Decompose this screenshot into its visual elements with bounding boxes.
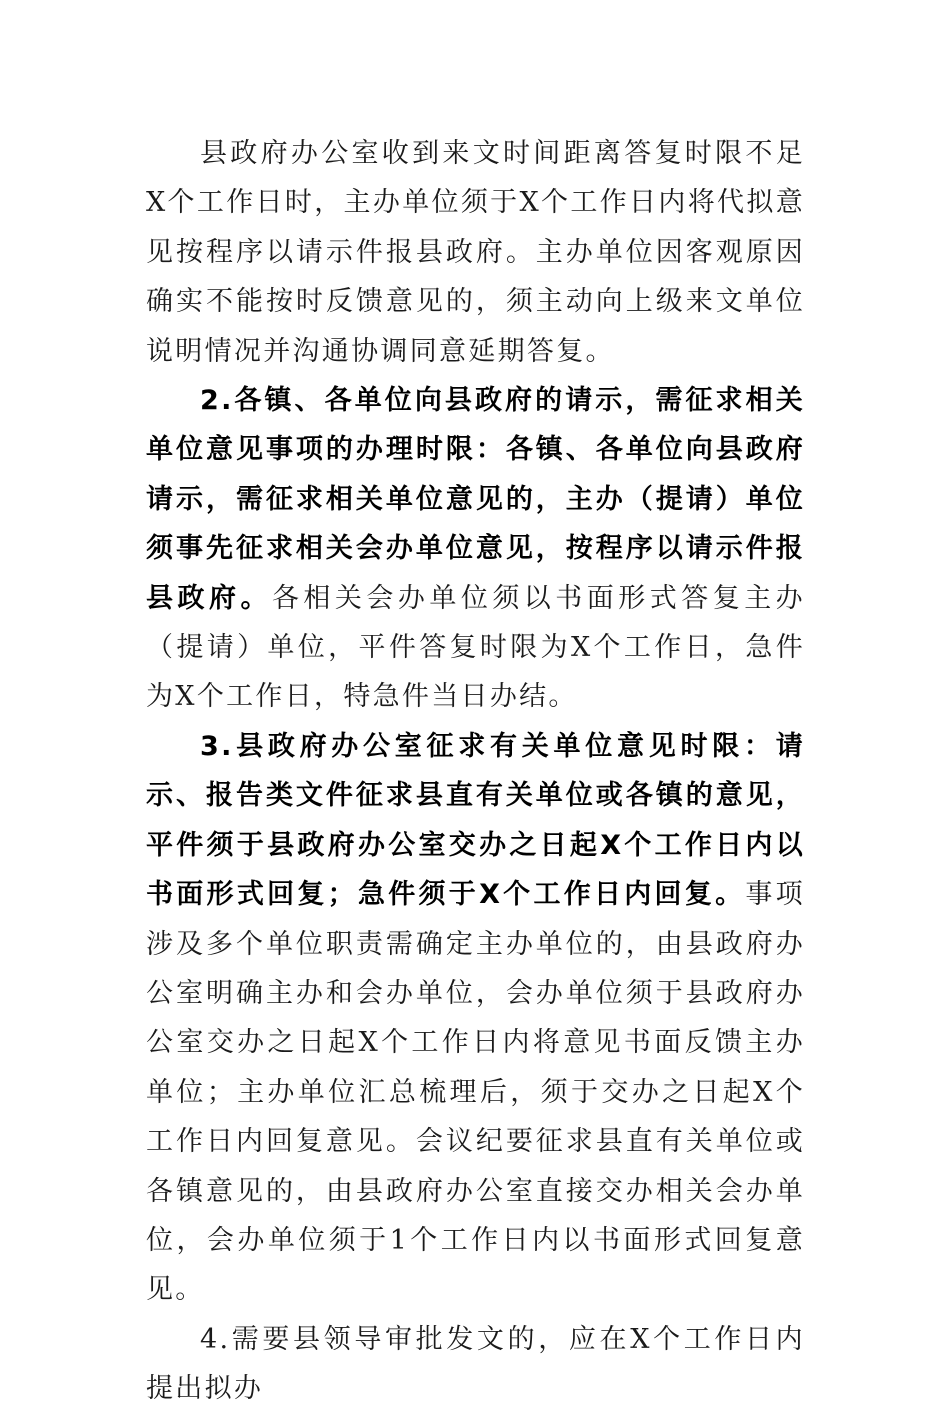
paragraph-2-body: 各相关会办单位须以书面形式答复主办（提请）单位，平件答复时限为X个工作日，急件为X个工作日，特急件当日办结。 (146, 582, 805, 713)
paragraph-3 (146, 722, 805, 1315)
paragraph-2-heading: 2.各镇、各单位向县政府的请示，需征求相关单位意见事项的办理时限：各镇、各单位向县政府请示，需征求相关单位意见的，主办（提请）单位须事先征求相关会办单位意见，按程序以请示件报县政府。 (146, 385, 805, 614)
paragraph-1-body: 县政府办公室收到来文时间距离答复时限不足X个工作日时，主办单位须于X个工作日内将代拟意见按程序以请示件报县政府。主办单位因客观原因确实不能按时反馈意见的，须主动向上级来文单位说明情况并沟通协调同意延期答复。 (146, 138, 805, 367)
document-page (146, 129, 805, 1414)
paragraph-2 (146, 376, 805, 722)
paragraph-3-heading: 3.县政府办公室征求有关单位意见时限：请示、报告类文件征求县直有关单位或各镇的意见，平件须于县政府办公室交办之日起X个工作日内以书面形式回复；急件须于X个工作日内回复。 (146, 730, 805, 911)
paragraph-1 (146, 129, 805, 376)
paragraph-4-body: 4.需要县领导审批发文的，应在X个工作日内提出拟办 (146, 1323, 805, 1405)
paragraph-4 (146, 1315, 805, 1414)
paragraph-3-body: 事项涉及多个单位职责需确定主办单位的，由县政府办公室明确主办和会办单位，会办单位须于县政府办公室交办之日起X个工作日内将意见书面反馈主办单位；主办单位汇总梳理后，须于交办之日起X个工作日内回复意见。会议纪要征求县直有关单位或各镇意见的，由县政府办公室直接交办相关会办单位，会办单位须于1个工作日内以书面形式回复意见。 (146, 879, 805, 1306)
